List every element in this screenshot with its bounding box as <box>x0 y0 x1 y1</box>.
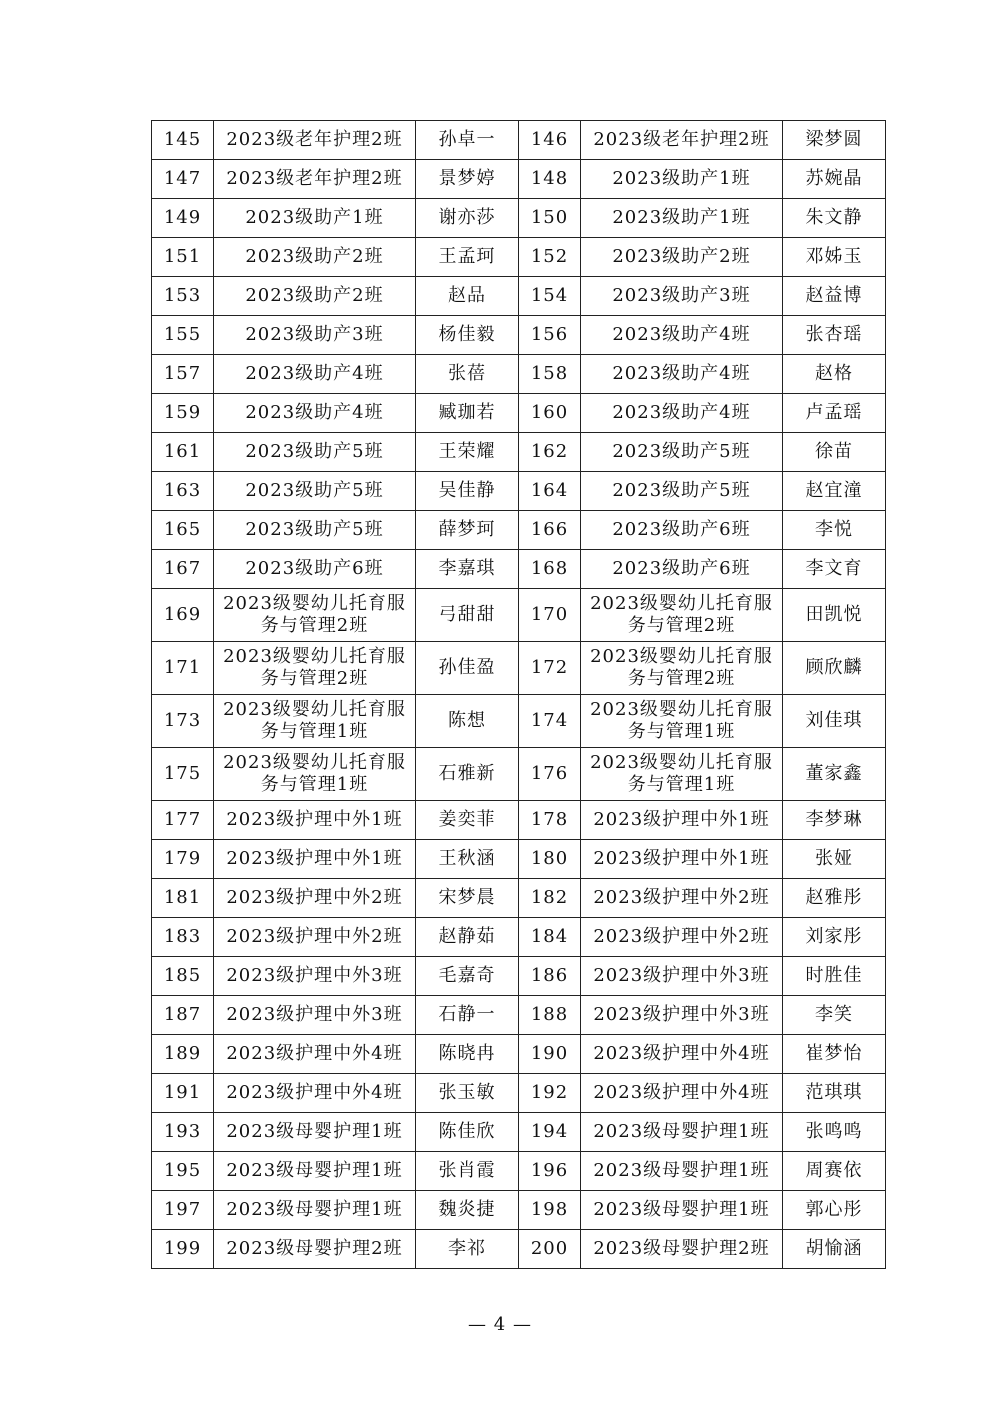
class-name: 2023级助产2班 <box>214 238 416 277</box>
entry-number: 184 <box>519 918 581 957</box>
entry-number: 153 <box>152 277 214 316</box>
table-row <box>152 238 886 277</box>
class-name: 2023级母婴护理1班 <box>581 1113 783 1152</box>
student-name: 张肖霞 <box>416 1152 519 1191</box>
student-name: 赵品 <box>416 277 519 316</box>
student-name: 赵宜潼 <box>783 472 886 511</box>
student-name: 李梦琳 <box>783 801 886 840</box>
student-name: 李嘉琪 <box>416 550 519 589</box>
student-name: 范琪琪 <box>783 1074 886 1113</box>
student-name: 张玉敏 <box>416 1074 519 1113</box>
class-name: 2023级婴幼儿托育服务与管理2班 <box>214 642 416 695</box>
table-row <box>152 511 886 550</box>
entry-number: 185 <box>152 957 214 996</box>
entry-number: 152 <box>519 238 581 277</box>
class-name: 2023级助产4班 <box>581 394 783 433</box>
table-row <box>152 121 886 160</box>
student-name: 张蓓 <box>416 355 519 394</box>
student-name: 苏婉晶 <box>783 160 886 199</box>
entry-number: 175 <box>152 748 214 801</box>
table-row <box>152 1113 886 1152</box>
class-name: 2023级母婴护理1班 <box>581 1152 783 1191</box>
student-name: 张娅 <box>783 840 886 879</box>
entry-number: 186 <box>519 957 581 996</box>
student-name: 徐苗 <box>783 433 886 472</box>
class-name: 2023级助产5班 <box>581 472 783 511</box>
student-name: 李悦 <box>783 511 886 550</box>
table-row <box>152 996 886 1035</box>
class-name: 2023级护理中外4班 <box>214 1035 416 1074</box>
table-row <box>152 1230 886 1269</box>
student-name: 刘家彤 <box>783 918 886 957</box>
student-name: 陈想 <box>416 695 519 748</box>
entry-number: 164 <box>519 472 581 511</box>
class-name: 2023级助产6班 <box>581 511 783 550</box>
entry-number: 173 <box>152 695 214 748</box>
table-row <box>152 394 886 433</box>
entry-number: 155 <box>152 316 214 355</box>
class-name: 2023级婴幼儿托育服务与管理1班 <box>214 748 416 801</box>
student-name: 邓姊玉 <box>783 238 886 277</box>
class-name: 2023级母婴护理1班 <box>214 1152 416 1191</box>
student-name: 孙卓一 <box>416 121 519 160</box>
entry-number: 188 <box>519 996 581 1035</box>
class-name: 2023级护理中外4班 <box>214 1074 416 1113</box>
class-name: 2023级护理中外1班 <box>214 801 416 840</box>
student-name: 孙佳盈 <box>416 642 519 695</box>
entry-number: 146 <box>519 121 581 160</box>
entry-number: 171 <box>152 642 214 695</box>
student-name: 赵雅彤 <box>783 879 886 918</box>
table-row <box>152 957 886 996</box>
class-name: 2023级助产4班 <box>581 316 783 355</box>
student-name: 赵静茹 <box>416 918 519 957</box>
student-name: 宋梦晨 <box>416 879 519 918</box>
student-roster-table <box>151 120 886 1269</box>
student-name: 王秋涵 <box>416 840 519 879</box>
class-name: 2023级母婴护理1班 <box>214 1113 416 1152</box>
table-row <box>152 277 886 316</box>
student-name: 赵格 <box>783 355 886 394</box>
entry-number: 199 <box>152 1230 214 1269</box>
class-name: 2023级婴幼儿托育服务与管理1班 <box>581 748 783 801</box>
entry-number: 193 <box>152 1113 214 1152</box>
student-name: 张杏瑶 <box>783 316 886 355</box>
table-row <box>152 355 886 394</box>
entry-number: 179 <box>152 840 214 879</box>
class-name: 2023级助产2班 <box>214 277 416 316</box>
entry-number: 169 <box>152 589 214 642</box>
class-name: 2023级护理中外3班 <box>214 996 416 1035</box>
class-name: 2023级助产1班 <box>581 199 783 238</box>
student-name: 郭心彤 <box>783 1191 886 1230</box>
entry-number: 161 <box>152 433 214 472</box>
entry-number: 172 <box>519 642 581 695</box>
student-name: 王荣耀 <box>416 433 519 472</box>
student-name: 时胜佳 <box>783 957 886 996</box>
class-name: 2023级护理中外2班 <box>214 879 416 918</box>
table-row <box>152 748 886 801</box>
student-name: 姜奕菲 <box>416 801 519 840</box>
class-name: 2023级助产4班 <box>214 394 416 433</box>
class-name: 2023级助产3班 <box>581 277 783 316</box>
class-name: 2023级母婴护理2班 <box>581 1230 783 1269</box>
entry-number: 197 <box>152 1191 214 1230</box>
student-name: 臧珈若 <box>416 394 519 433</box>
entry-number: 200 <box>519 1230 581 1269</box>
entry-number: 189 <box>152 1035 214 1074</box>
table-row <box>152 472 886 511</box>
entry-number: 196 <box>519 1152 581 1191</box>
entry-number: 198 <box>519 1191 581 1230</box>
table-row <box>152 199 886 238</box>
student-name: 谢亦莎 <box>416 199 519 238</box>
table-row <box>152 1191 886 1230</box>
student-name: 刘佳琪 <box>783 695 886 748</box>
student-name: 弓甜甜 <box>416 589 519 642</box>
student-name: 陈佳欣 <box>416 1113 519 1152</box>
entry-number: 191 <box>152 1074 214 1113</box>
table-row <box>152 589 886 642</box>
class-name: 2023级护理中外2班 <box>581 879 783 918</box>
student-name: 李文育 <box>783 550 886 589</box>
table-row <box>152 1152 886 1191</box>
entry-number: 190 <box>519 1035 581 1074</box>
class-name: 2023级护理中外2班 <box>214 918 416 957</box>
entry-number: 194 <box>519 1113 581 1152</box>
class-name: 2023级护理中外3班 <box>581 957 783 996</box>
student-name: 梁梦圆 <box>783 121 886 160</box>
entry-number: 148 <box>519 160 581 199</box>
student-name: 景梦婷 <box>416 160 519 199</box>
table-row <box>152 160 886 199</box>
entry-number: 159 <box>152 394 214 433</box>
entry-number: 162 <box>519 433 581 472</box>
class-name: 2023级助产5班 <box>214 511 416 550</box>
student-name: 赵益博 <box>783 277 886 316</box>
entry-number: 170 <box>519 589 581 642</box>
class-name: 2023级老年护理2班 <box>581 121 783 160</box>
student-name: 薛梦珂 <box>416 511 519 550</box>
student-name: 魏炎捷 <box>416 1191 519 1230</box>
student-name: 陈晓冉 <box>416 1035 519 1074</box>
class-name: 2023级母婴护理1班 <box>214 1191 416 1230</box>
class-name: 2023级护理中外1班 <box>214 840 416 879</box>
entry-number: 156 <box>519 316 581 355</box>
entry-number: 150 <box>519 199 581 238</box>
entry-number: 192 <box>519 1074 581 1113</box>
entry-number: 160 <box>519 394 581 433</box>
student-name: 李祁 <box>416 1230 519 1269</box>
entry-number: 168 <box>519 550 581 589</box>
table-row <box>152 550 886 589</box>
entry-number: 195 <box>152 1152 214 1191</box>
class-name: 2023级助产1班 <box>581 160 783 199</box>
class-name: 2023级婴幼儿托育服务与管理1班 <box>581 695 783 748</box>
entry-number: 154 <box>519 277 581 316</box>
class-name: 2023级助产2班 <box>581 238 783 277</box>
student-name: 周赛依 <box>783 1152 886 1191</box>
student-name: 李笑 <box>783 996 886 1035</box>
class-name: 2023级助产1班 <box>214 199 416 238</box>
class-name: 2023级护理中外1班 <box>581 840 783 879</box>
class-name: 2023级护理中外2班 <box>581 918 783 957</box>
page-number: — 4 — <box>468 1314 532 1335</box>
student-name: 石雅新 <box>416 748 519 801</box>
roster-body <box>152 121 886 1269</box>
class-name: 2023级助产6班 <box>214 550 416 589</box>
entry-number: 166 <box>519 511 581 550</box>
class-name: 2023级老年护理2班 <box>214 121 416 160</box>
class-name: 2023级婴幼儿托育服务与管理2班 <box>214 589 416 642</box>
class-name: 2023级助产3班 <box>214 316 416 355</box>
entry-number: 151 <box>152 238 214 277</box>
student-name: 毛嘉奇 <box>416 957 519 996</box>
class-name: 2023级婴幼儿托育服务与管理2班 <box>581 642 783 695</box>
entry-number: 187 <box>152 996 214 1035</box>
entry-number: 165 <box>152 511 214 550</box>
class-name: 2023级助产4班 <box>581 355 783 394</box>
entry-number: 182 <box>519 879 581 918</box>
class-name: 2023级母婴护理2班 <box>214 1230 416 1269</box>
class-name: 2023级婴幼儿托育服务与管理1班 <box>214 695 416 748</box>
student-name: 董家鑫 <box>783 748 886 801</box>
table-row <box>152 642 886 695</box>
class-name: 2023级助产5班 <box>214 472 416 511</box>
entry-number: 147 <box>152 160 214 199</box>
student-name: 卢孟瑶 <box>783 394 886 433</box>
class-name: 2023级母婴护理1班 <box>581 1191 783 1230</box>
class-name: 2023级助产5班 <box>581 433 783 472</box>
student-name: 崔梦怡 <box>783 1035 886 1074</box>
entry-number: 181 <box>152 879 214 918</box>
entry-number: 158 <box>519 355 581 394</box>
class-name: 2023级护理中外3班 <box>214 957 416 996</box>
student-name: 杨佳毅 <box>416 316 519 355</box>
entry-number: 180 <box>519 840 581 879</box>
student-name: 吴佳静 <box>416 472 519 511</box>
table-row <box>152 433 886 472</box>
table-row <box>152 695 886 748</box>
student-name: 胡愉涵 <box>783 1230 886 1269</box>
entry-number: 174 <box>519 695 581 748</box>
class-name: 2023级婴幼儿托育服务与管理2班 <box>581 589 783 642</box>
table-row <box>152 316 886 355</box>
entry-number: 157 <box>152 355 214 394</box>
entry-number: 176 <box>519 748 581 801</box>
entry-number: 149 <box>152 199 214 238</box>
table-row <box>152 840 886 879</box>
entry-number: 178 <box>519 801 581 840</box>
entry-number: 183 <box>152 918 214 957</box>
class-name: 2023级助产4班 <box>214 355 416 394</box>
table-row <box>152 1035 886 1074</box>
student-name: 张鸣鸣 <box>783 1113 886 1152</box>
table-row <box>152 918 886 957</box>
student-name: 田凯悦 <box>783 589 886 642</box>
student-name: 石静一 <box>416 996 519 1035</box>
entry-number: 167 <box>152 550 214 589</box>
class-name: 2023级护理中外3班 <box>581 996 783 1035</box>
student-name: 王孟珂 <box>416 238 519 277</box>
class-name: 2023级护理中外4班 <box>581 1035 783 1074</box>
student-name: 朱文静 <box>783 199 886 238</box>
table-row <box>152 801 886 840</box>
class-name: 2023级助产5班 <box>214 433 416 472</box>
entry-number: 145 <box>152 121 214 160</box>
class-name: 2023级老年护理2班 <box>214 160 416 199</box>
entry-number: 163 <box>152 472 214 511</box>
table-row <box>152 1074 886 1113</box>
class-name: 2023级护理中外1班 <box>581 801 783 840</box>
class-name: 2023级助产6班 <box>581 550 783 589</box>
student-name: 顾欣麟 <box>783 642 886 695</box>
table-row <box>152 879 886 918</box>
entry-number: 177 <box>152 801 214 840</box>
class-name: 2023级护理中外4班 <box>581 1074 783 1113</box>
